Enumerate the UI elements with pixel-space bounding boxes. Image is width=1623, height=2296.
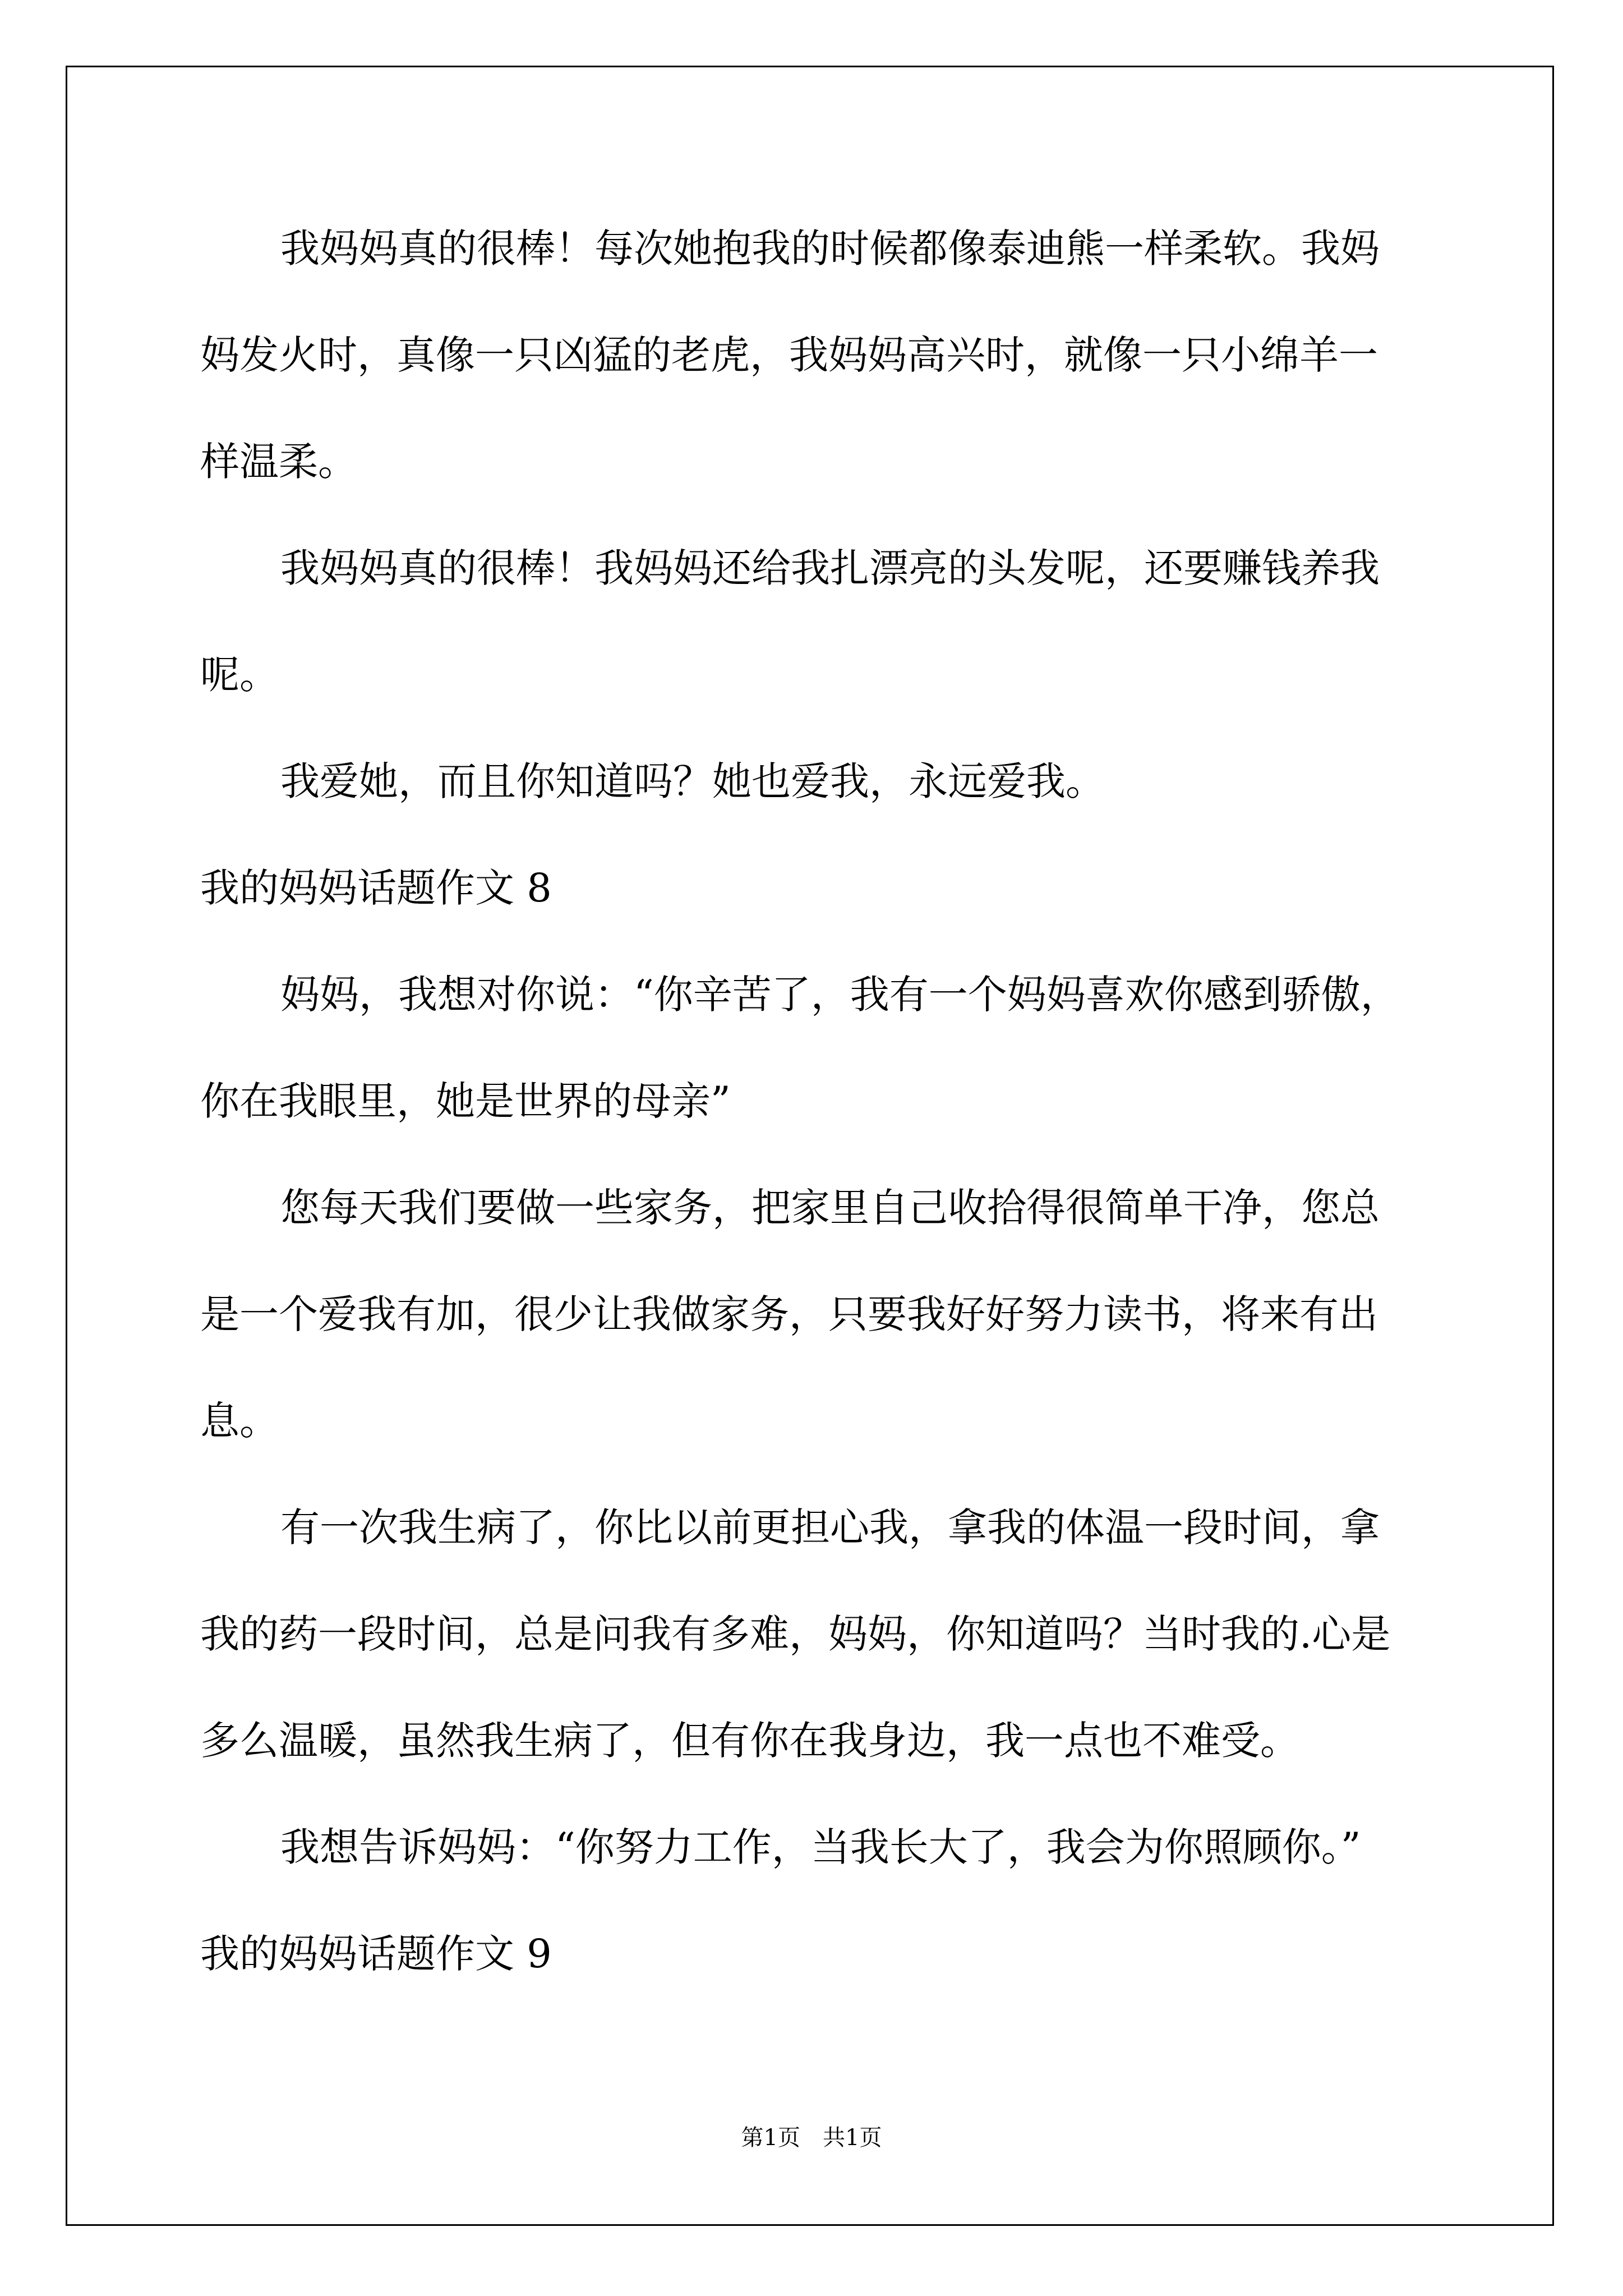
paragraph [200,1794,1507,1901]
paragraph [200,941,1507,1154]
section-heading: 我的妈妈话题作文 9 [200,1931,552,1977]
paragraph [200,195,1507,515]
paragraph-line: 妈妈，我想对你说：“你辛苦了，我有一个妈妈喜欢你感到骄傲， [280,972,1400,1018]
document-body [200,195,1507,2007]
paragraph-line: 我妈妈真的很棒！每次她抱我的时候都像泰迪熊一样柔软。我妈 [280,226,1380,272]
paragraph [200,1154,1507,1474]
paragraph-line: 是一个爱我有加，很少让我做家务，只要我好好努力读书，将来有出 [200,1291,1378,1337]
paragraph [200,728,1507,835]
paragraph [200,1474,1507,1794]
paragraph-line: 有一次我生病了，你比以前更担心我，拿我的体温一段时间，拿 [280,1504,1380,1550]
paragraph-line: 你在我眼里，她是世界的母亲” [200,1078,731,1124]
paragraph-line: 妈发火时，真像一只凶猛的老虎，我妈妈高兴时，就像一只小绵羊一 [200,332,1378,378]
paragraph-line: 呢。 [200,652,279,698]
paragraph-line: 我的药一段时间，总是问我有多难，妈妈，你知道吗？当时我的.心是 [200,1611,1391,1657]
paragraph-line: 您每天我们要做一些家务，把家里自己收拾得很简单干净，您总 [280,1185,1380,1231]
page-number-footer: 第1页 共1页 [741,2125,882,2151]
paragraph-line: 息。 [200,1398,279,1444]
paragraph-line: 我爱她，而且你知道吗？她也爱我，永远爱我。 [280,758,1105,804]
paragraph-line: 多么温暖，虽然我生病了，但有你在我身边，我一点也不难受。 [200,1718,1299,1764]
paragraph-line: 我想告诉妈妈：“你努力工作，当我长大了，我会为你照顾你。” [280,1824,1361,1870]
paragraph [200,515,1507,728]
paragraph-line: 我妈妈真的很棒！我妈妈还给我扎漂亮的头发呢，还要赚钱养我 [280,545,1380,591]
paragraph-line: 样温柔。 [200,439,357,485]
section-heading: 我的妈妈话题作文 8 [200,865,552,911]
